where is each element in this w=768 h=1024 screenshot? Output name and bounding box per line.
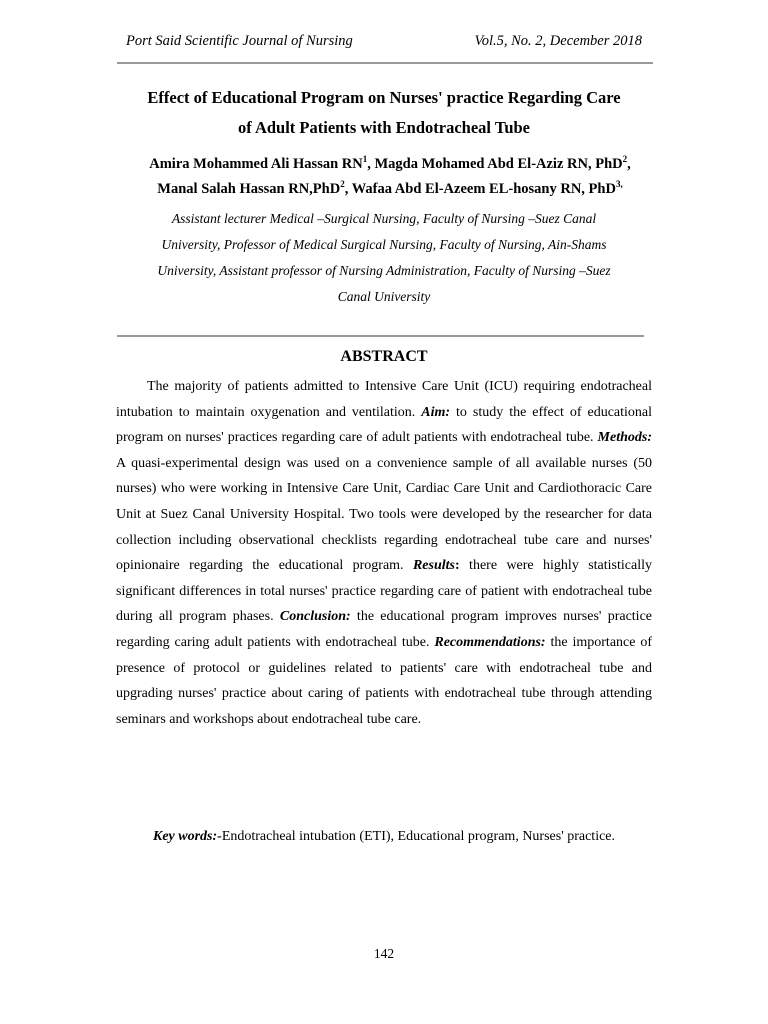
affiliation-line-2: University, Professor of Medical Surgical Nursing, Faculty of Nursing, Ain-Shams xyxy=(161,237,607,252)
author-3: Manal Salah Hassan RN,PhD$^2$ xyxy=(157,179,345,197)
page-number: 142 xyxy=(373,946,395,961)
volume-info: Vol.5, No. 2, December 2018 xyxy=(474,33,642,49)
author-list xyxy=(110,152,670,202)
header-rule xyxy=(117,62,653,64)
author-4: , Wafaa Abd El-Azeem EL-hosany RN, PhD$^{3,}$ xyxy=(344,179,623,197)
affiliation-line-1: Assistant lecturer Medical –Surgical Nursing, Faculty of Nursing –Suez Canal xyxy=(171,211,597,226)
title-line-1: Effect of Educational Program on Nurses' practice Regarding Care xyxy=(147,88,621,107)
title-line-2: of Adult Patients with Endotracheal Tube xyxy=(237,118,530,137)
keywords-text: Endotracheal intubation (ETI), Educational program, Nurses' practice. xyxy=(221,829,616,844)
results-label: Results xyxy=(412,558,455,574)
methods-label: Methods: xyxy=(597,430,652,446)
affiliations xyxy=(118,206,650,310)
conclusion-label: Conclusion: xyxy=(279,609,351,625)
running-header xyxy=(126,33,642,50)
recommendations-label: Recommendations: xyxy=(434,634,546,650)
abstract-heading: ABSTRACT xyxy=(340,348,428,365)
abstract-body: The majority of patients admitted to Intensive Care Unit (ICU) requiring endotracheal intubation to maintain oxygenation and ventilation. Aim: to study the effect of educational program on nurses' practices regarding care of adult patients with endotracheal tube. Methods: A quasi-experimental design was used on a convenience sample of all available nurses (50 nurses) who were working in Intensive Care Unit, Cardiac Care Unit and Cardiothoracic Care Unit at Suez Canal University Hospital. Two tools were developed by the researcher for data collection including observational checklists regarding endotracheal tube care and nurses' opinionaire regarding the educational program. Results: there were highly statistically significant differences in total nurses' practice regarding care of patient with endotracheal tube during all program phases. Conclusion: the educational program improves nurses' practice regarding caring adult patients with endotracheal tube. Recommendations: the importance of presence of protocol or guidelines related to patients' care with endotracheal tube and upgrading nurses' practice about caring of patients with endotracheal tube through attending seminars and workshops about endotracheal tube care. xyxy=(116,379,653,727)
affiliation-line-4: Canal University xyxy=(337,289,431,304)
keywords-label: Key words:- xyxy=(152,829,222,844)
aim-label: Aim: xyxy=(421,404,451,420)
section-rule xyxy=(117,335,644,337)
affiliation-line-3: University, Assistant professor of Nursing Administration, Faculty of Nursing –Suez xyxy=(157,263,611,278)
keywords xyxy=(0,829,768,845)
author-1: Amira Mohammed Ali Hassan $RN^1$ xyxy=(149,154,368,172)
author-2: , Magda Mohamed Abd El-Aziz RN, PhD$^2$, xyxy=(367,154,631,172)
journal-name: Port Said Scientific Journal of Nursing xyxy=(126,33,353,49)
paper-title xyxy=(100,83,668,143)
